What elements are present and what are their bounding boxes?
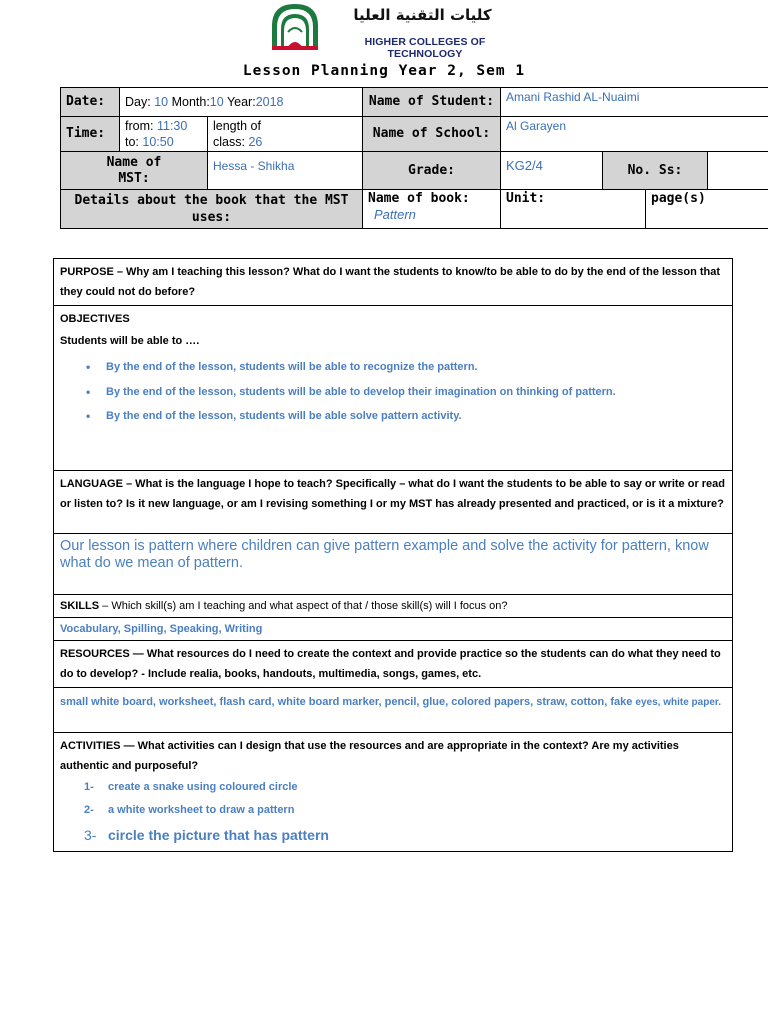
lesson-info-table — [60, 87, 768, 229]
from-label: from: — [125, 119, 154, 133]
skills-answer: Vocabulary, Spilling, Speaking, Writing — [54, 618, 733, 641]
logo-arabic-text: كليات التقنية العليا — [353, 6, 492, 24]
time-label: Time: — [61, 117, 120, 152]
from-value: 11:30 — [156, 119, 188, 133]
skills-answer-row — [54, 618, 733, 641]
year-value: 2018 — [255, 95, 284, 109]
book-details-label: Details about the book that the MST uses: — [61, 190, 363, 229]
skills-cell — [54, 595, 733, 618]
purpose-cell — [54, 259, 733, 306]
grade-label: Grade: — [363, 152, 501, 190]
date-cell — [120, 88, 363, 117]
grade-value: KG2/4 — [501, 152, 603, 190]
to-label: to: — [125, 135, 139, 149]
unit-label: Unit: — [501, 190, 646, 229]
class-length-cell — [208, 117, 363, 152]
day-value: 10 — [154, 95, 169, 109]
pages-label: page(s) — [646, 190, 768, 229]
activity-text: circle the picture that has pattern — [108, 827, 329, 843]
resources-text: — What resources do I need to create the context and provide practice so the students can do what they need to do to develop? - Include realia, books, handouts, multimedia, songs, games, etc. — [60, 648, 721, 680]
objectives-intro: Students will be able to …. — [60, 335, 200, 347]
activity-item — [84, 822, 726, 848]
activities-row — [54, 733, 733, 852]
activity-number: 3- — [84, 827, 97, 843]
resources-cell — [54, 641, 733, 688]
skills-row — [54, 595, 733, 618]
purpose-row — [54, 259, 733, 306]
mst-label: Name of MST: — [61, 152, 208, 190]
language-answer-row — [54, 534, 733, 595]
resources-answer-cell — [54, 688, 733, 733]
book-name-label: Name of book: — [368, 191, 470, 206]
book-name-value: Pattern — [374, 207, 416, 222]
month-value: 10 — [209, 95, 224, 109]
language-label: LANGUAGE — [60, 478, 123, 490]
logo-english-text: HIGHER COLLEGES OF TECHNOLOGY — [364, 36, 486, 60]
activity-text: create a snake using coloured circle — [108, 781, 298, 793]
objective-item: • By the end of the lesson, students will be able to recognize the pattern. — [106, 355, 726, 380]
language-cell — [54, 471, 733, 534]
resources-answer-row — [54, 688, 733, 733]
time-range-cell — [120, 117, 208, 152]
resources-label: RESOURCES — [60, 648, 130, 660]
activities-cell — [54, 733, 733, 852]
resources-row — [54, 641, 733, 688]
no-ss-value — [708, 152, 768, 190]
objectives-list — [60, 355, 726, 429]
objective-item: • By the end of the lesson, students will be able to develop their imagination on thinking of pattern. — [106, 380, 726, 405]
objectives-label: OBJECTIVES — [60, 313, 130, 325]
month-label: Month: — [171, 95, 210, 109]
student-label: Name of Student: — [363, 88, 501, 117]
activity-number: 2- — [84, 804, 94, 816]
to-value: 10:50 — [142, 135, 174, 149]
objectives-cell — [54, 306, 733, 471]
activities-list — [60, 776, 726, 848]
school-value: Al Garayen — [501, 117, 768, 152]
skills-text: – Which skill(s) am I teaching and what aspect of that / those skill(s) will I focus on? — [99, 600, 508, 612]
skills-label: SKILLS — [60, 600, 100, 612]
purpose-label: PURPOSE — [60, 266, 114, 278]
length-value: 26 — [248, 135, 263, 149]
objectives-row — [54, 306, 733, 471]
date-label: Date: — [61, 88, 120, 117]
activities-label: ACTIVITIES — [60, 740, 121, 752]
year-label: Year: — [226, 95, 256, 109]
school-label: Name of School: — [363, 117, 501, 152]
language-text: – What is the language I hope to teach? Specifically – what do I want the students to be able to say or write or read or listen to? Is it new language, or am I revising something I or my MST has already presented and practiced, or is it a mixture? — [60, 478, 726, 510]
activity-item — [84, 776, 726, 799]
page-title: Lesson Planning Year 2, Sem 1 — [242, 63, 526, 79]
activities-text: — What activities can I design that use the resources and are appropriate in the context? Are my activities authentic and purposeful? — [60, 740, 679, 772]
language-answer: Our lesson is pattern where children can give pattern example and solve the activity for pattern, know what do we mean of pattern. — [54, 534, 733, 595]
book-name-cell — [363, 190, 501, 229]
language-row — [54, 471, 733, 534]
activity-text: a white worksheet to draw a pattern — [108, 804, 295, 816]
no-ss-label: No. Ss: — [603, 152, 708, 190]
length-label-2: class: — [213, 135, 245, 149]
resources-answer-b: eyes, white paper. — [635, 697, 722, 708]
objective-item: • By the end of the lesson, students will be able solve pattern activity. — [106, 404, 726, 429]
day-label: Day: — [125, 95, 151, 109]
resources-answer-a: small white board, worksheet, flash card, white board marker, pencil, glue, colored papers, straw, cotton, fake — [60, 696, 636, 708]
lesson-plan-table — [53, 258, 733, 852]
student-value: Amani Rashid AL-Nuaimi — [501, 88, 768, 117]
activity-number: 1- — [84, 781, 94, 793]
logo-emblem-icon — [272, 4, 318, 50]
activity-item — [84, 799, 726, 822]
length-label-1: length of — [213, 119, 261, 133]
purpose-text: – Why am I teaching this lesson? What do I want the students to know/to be able to do by the end of the lesson that they could not do before? — [60, 266, 721, 298]
mst-value: Hessa - Shikha — [208, 152, 363, 190]
